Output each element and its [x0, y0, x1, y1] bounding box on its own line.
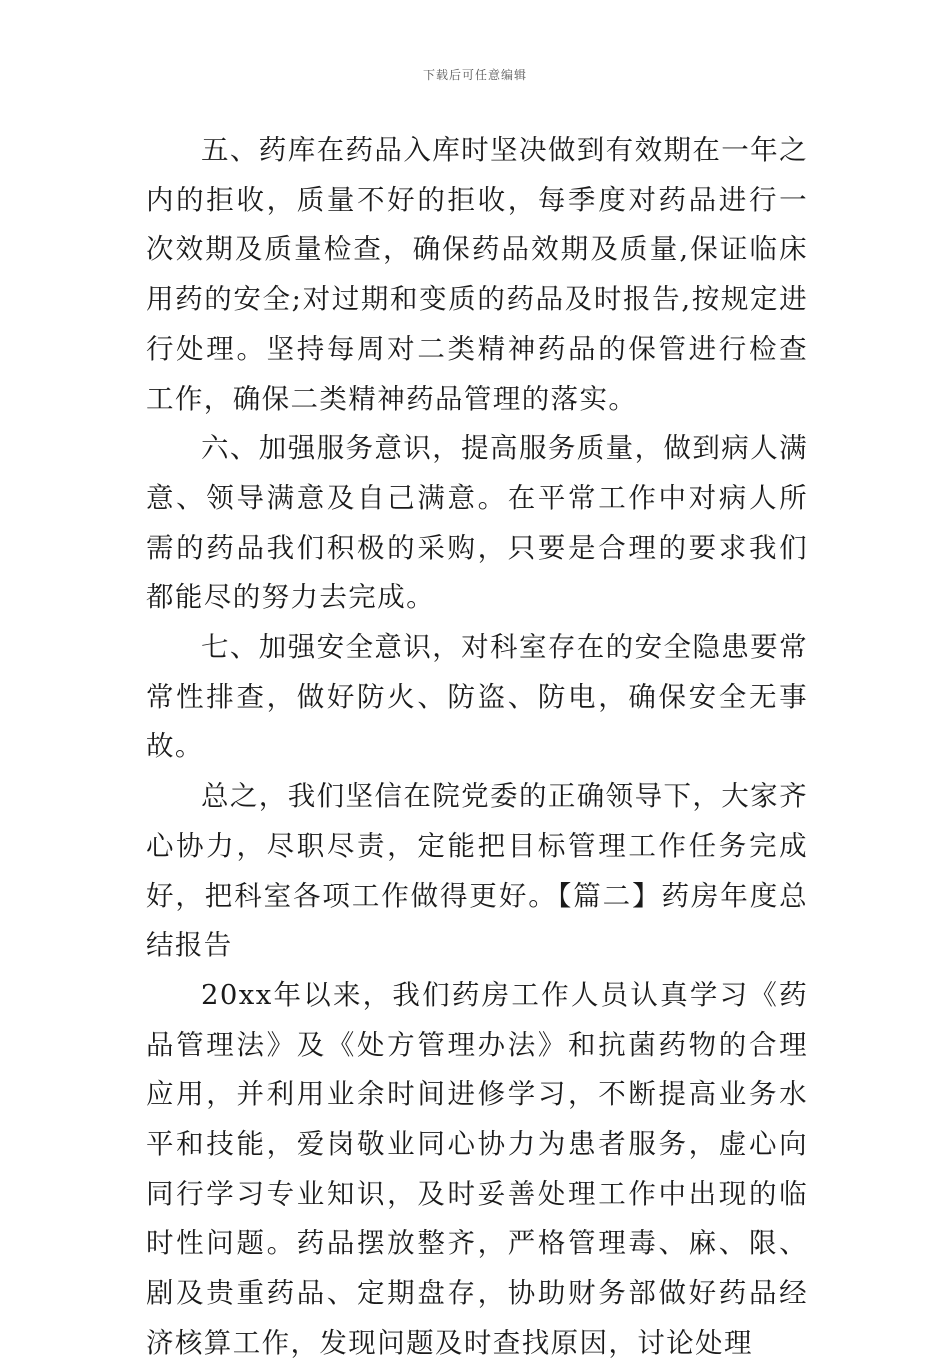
- paragraph-item-six: 六、加强服务意识，提高服务质量，做到病人满意、领导满意及自己满意。在平常工作中对病人所需的药品我们积极的采购，只要是合理的要求我们都能尽的努力去完成。: [146, 432, 808, 614]
- document-body: [146, 126, 808, 1369]
- paragraph-item-five: 五、药库在药品入库时坚决做到有效期在一年之内的拒收，质量不好的拒收，每季度对药品进行一次效期及质量检查，确保药品效期及质量,保证临床用药的安全;对过期和变质的药品及时报告,按规定进行处理。坚持每周对二类精神药品的保管进行检查工作，确保二类精神药品管理的落实。: [146, 134, 808, 415]
- paragraph-item-seven: 七、加强安全意识，对科室存在的安全隐患要常常性排查，做好防火、防盗、防电，确保安全无事故。: [146, 631, 808, 763]
- paragraph-conclusion: 总之，我们坚信在院党委的正确领导下，大家齐心协力，尽职尽责，定能把目标管理工作任务完成好，把科室各项工作做得更好。【篇二】药房年度总结报告: [146, 780, 808, 962]
- page-header-note: 下载后可任意编辑: [422, 68, 527, 82]
- paragraph-report-intro: 20xx年以来，我们药房工作人员认真学习《药品管理法》及《处方管理办法》和抗菌药物的合理应用，并利用业余时间进修学习，不断提高业务水平和技能，爱岗敬业同心协力为患者服务，虚心向同行学习专业知识，及时妥善处理工作中出现的临时性问题。药品摆放整齐，严格管理毒、麻、限、剧及贵重药品、定期盘存，协助财务部做好药品经济核算工作，发现问题及时查找原因，讨论处理: [146, 978, 808, 1359]
